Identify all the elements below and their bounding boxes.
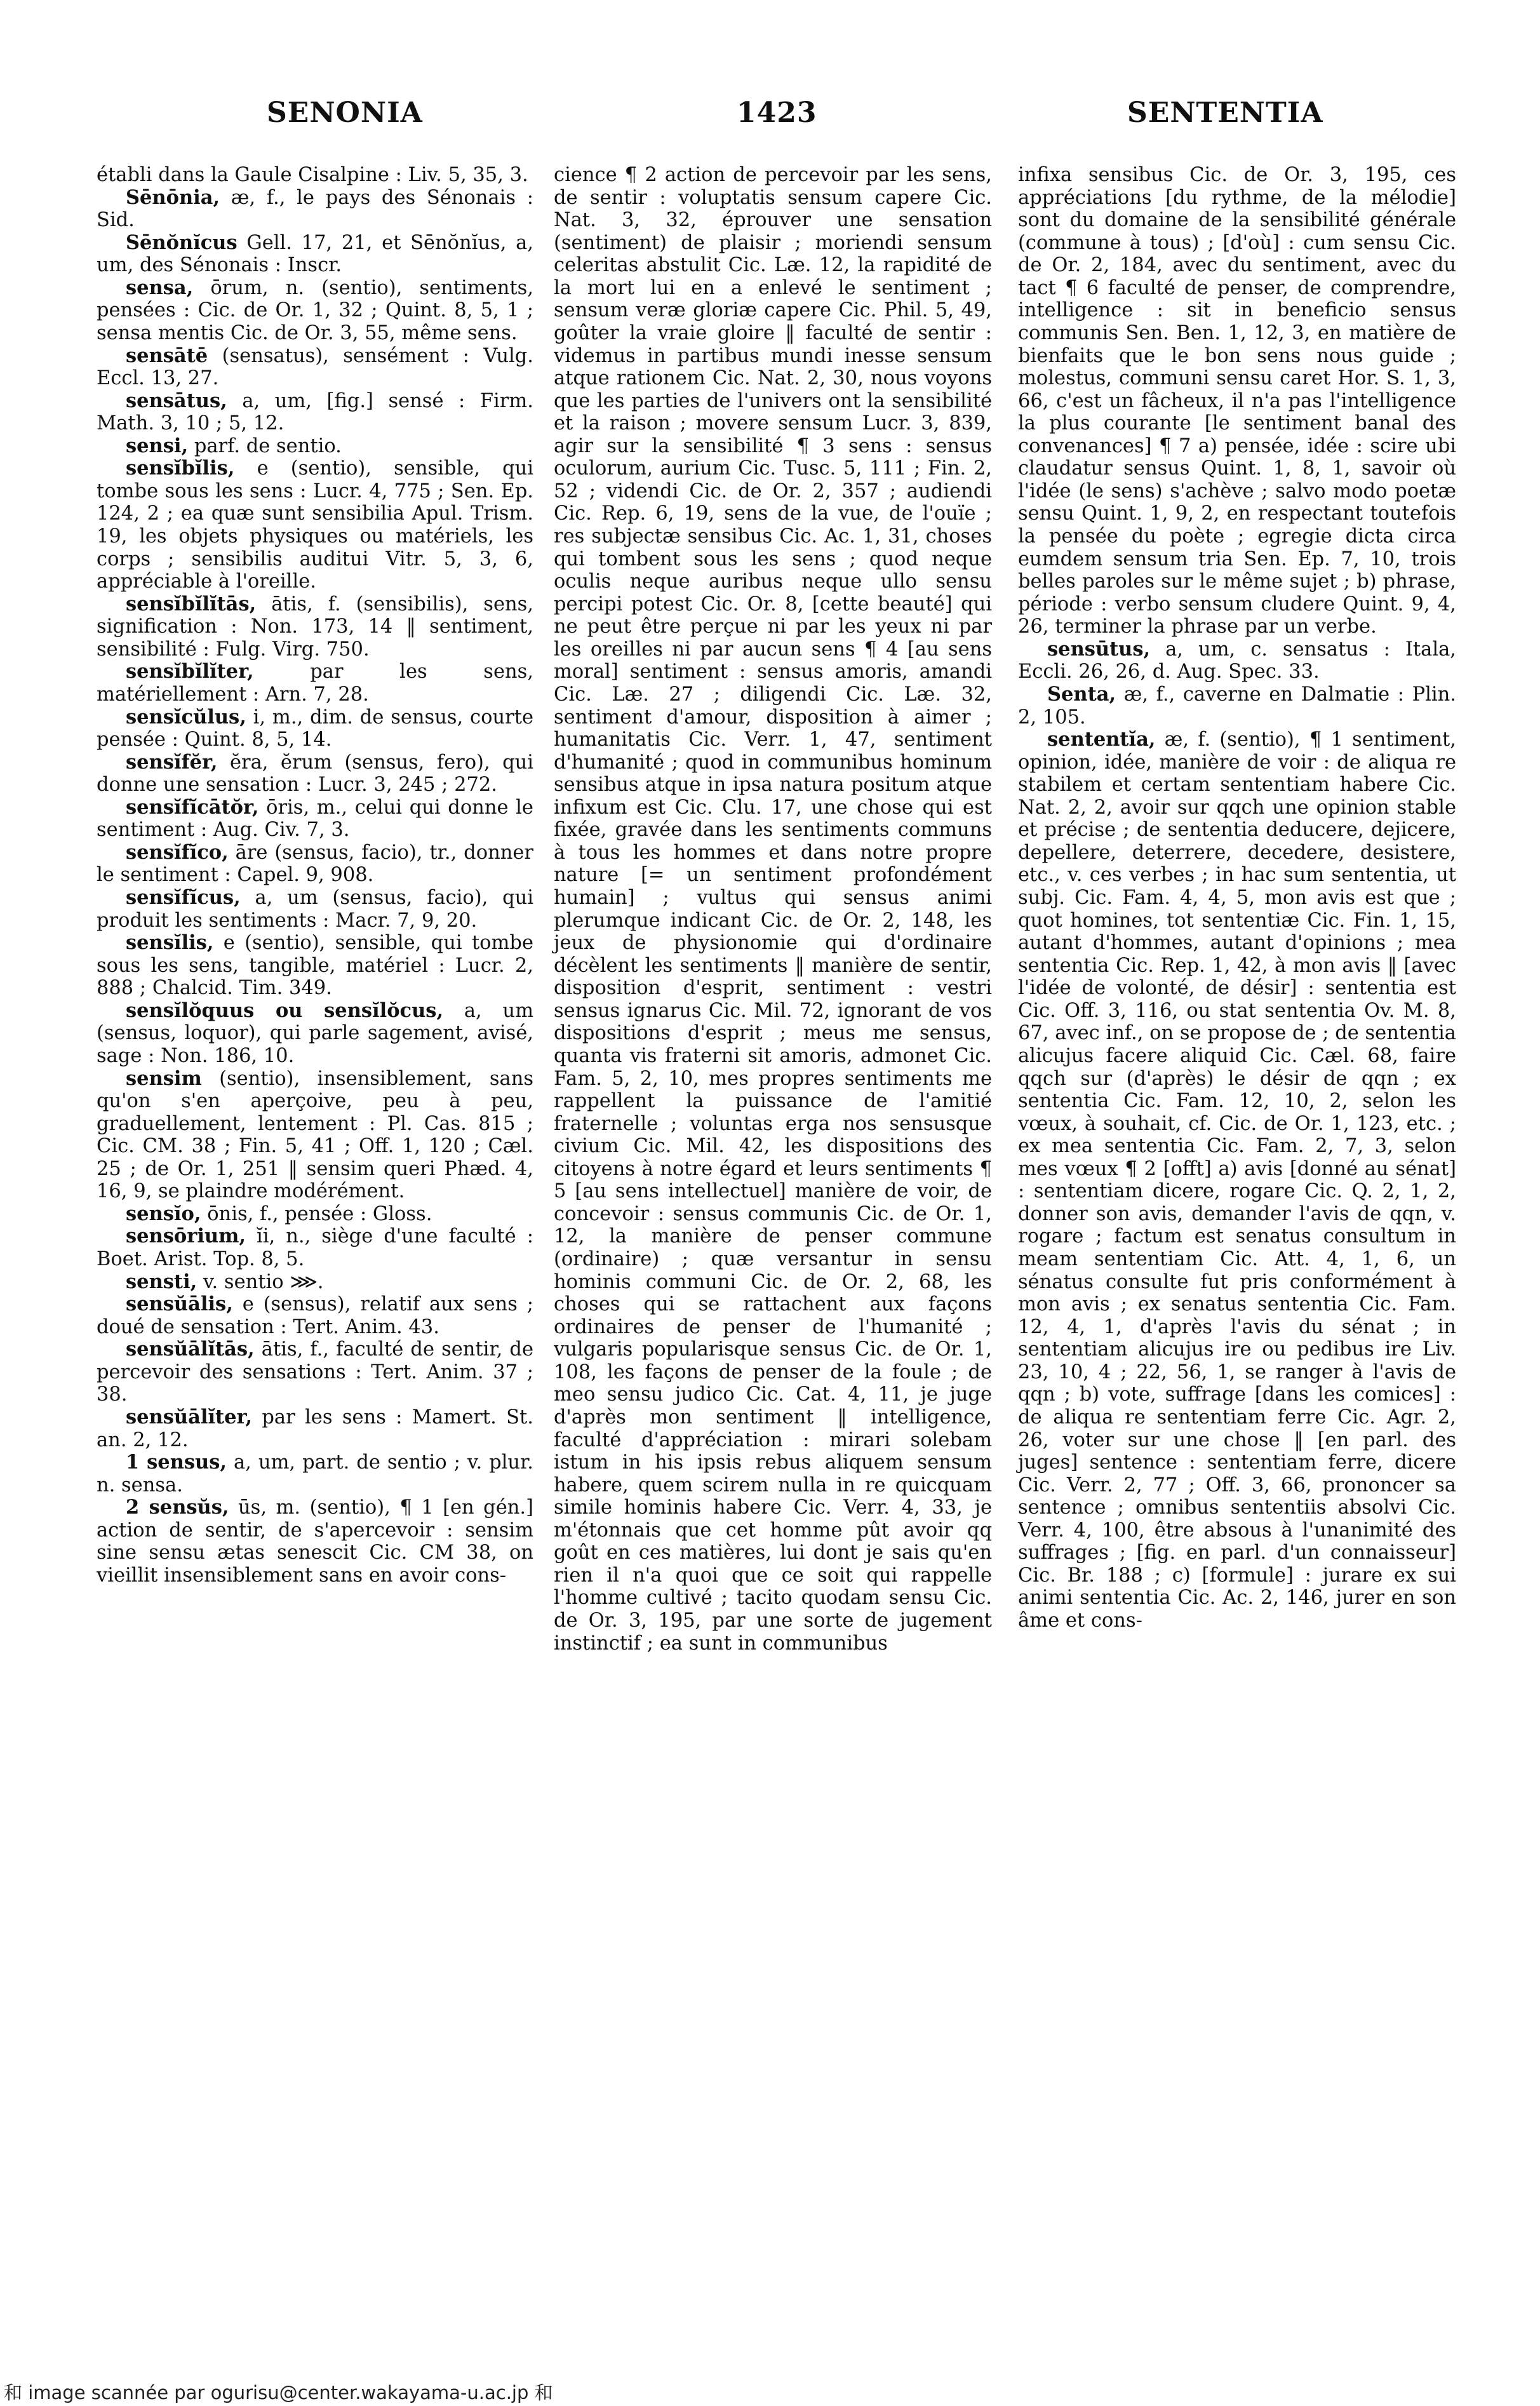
entry-text: cience ¶ 2 action de percevoir par les sens, de sentir : voluptatis sensum capere Cic. Nat. 3, 32, éprouver une sensation (sentiment) de plaisir ; moriendi sensum celeritas abstulit Cic. Læ. 12, la rapidité de la mort lui en a enlevé le sentiment ; sensum veræ gloriæ capere Cic. Phil. 5, 49, goûter la vraie gloire ‖ faculté de sentir : videmus in partibus mundi inesse sensum atque rationem Cic. Nat. 2, 30, nous voyons que les parties de l'univers ont la sensibilité et la raison ; movere sensum Lucr. 3, 839, agir sur la sensibilité ¶ 3 sens : sensus oculorum, aurium Cic. Tusc. 5, 111 ; Fin. 2, 52 ; videndi Cic. de Or. 2, 357 ; audiendi Cic. Rep. 6, 19, sens de la vue, de l'ouïe ; res subjectæ sensibus Cic. Ac. 1, 31, choses qui tombent sous les sens ; quod neque oculis neque auribus neque ullo sensu percipi potest Cic. Or. 8, [cette beauté] qui ne peut être perçue ni par les yeux ni par les oreilles ni par aucun sens ¶ 4 [au sens moral] sentiment : sensus amoris, amandi Cic. Læ. 27 ; diligendi Cic. Læ. 32, sentiment d'amour, disposition à aimer ; humanitatis Cic. Verr. 1, 47, sentiment d'humanité ; quod in communibus hominum sensibus atque in ipsa natura positum atque infixum est Cic. Clu. 17, une chose qui est fixée, gravée dans les sentiments communs à tous les hommes et dans notre propre nature [= un sentiment profondément humain] ; vultus qui sensus animi plerumque indicant Cic. de Or. 2, 148, les jeux de physionomie qui d'ordinaire décèlent les sentiments ‖ manière de sentir, disposition d'esprit, sentiment : vestri sensus ignarus Cic. Mil. 72, ignorant de vos dispositions d'esprit ; meus me sensus, quanta vis fraterni sit amoris, admonet Cic. Fam. 5, 2, 10, mes propres sentiments me rappellent la puissance de l'amitié fraternelle ; voluntas erga nos sensusque civium Cic. Mil. 42, les dispositions des citoyens à notre égard et leurs sentiments ¶ 5 [au sens intellectuel] manière de voir, de concevoir : sensus communis Cic. de Or. 1, 12, la manière de penser commune (ordinaire) ; quæ versantur in sensu hominis communi Cic. de Or. 2, 68, les choses qui se rattachent aux façons ordinaires de penser de l'humanité ; vulgaris popularisque sensus Cic. de Or. 1, 108, les façons de penser de la foule ; de meo sensu judico Cic. Cat. 4, 11, je juge d'après mon sentiment ‖ intelligence, faculté d'appréciation : mirari solebam istum in his ipsis rebus aliquem sensum habere, quem scirem nulla in re quicquam simile hominis habere Cic. Verr. 4, 33, je m'étonnais que cet homme pût avoir qq goût en ces matières, lui dont je sais qu'en rien il n'a quoi que ce soit qui rappelle l'homme cultivé ; tacito quodam sensu Cic. de Or. 3, 195, par une sorte de jugement instinctif ; ea sunt in communibus: [554, 164, 992, 1655]
headword: sensĭlŏquus ou sensĭlŏcus,: [126, 998, 444, 1022]
entry-text: e (sentio), sensible, qui tombe sous les sens : Lucr. 4, 775 ; Sen. Ep. 124, 2 ; ea quæ sunt sensibilia Apul. Trism. 19, les objets physiques ou matériels, les corps ; sensibilis auditui Vitr. 5, 3, 6, appréciable à l'oreille.: [97, 457, 534, 593]
dictionary-entry: [97, 187, 533, 232]
dictionary-entry: [97, 390, 533, 435]
headword: sensĭbĭlis,: [126, 457, 235, 480]
headword: Sēnōnia,: [126, 185, 220, 209]
dictionary-entry: [1018, 683, 1456, 729]
dictionary-entry: [97, 887, 533, 932]
headword: sensĭfĭcus,: [126, 886, 241, 909]
entry-continuation: [97, 164, 533, 187]
entry-text: par les sens, matériellement : Arn. 7, 28.: [97, 661, 533, 706]
running-head: [0, 97, 1540, 141]
column-1: [97, 164, 533, 1587]
entry-text: e (sensus), relatif aux sens ; doué de sensation : Tert. Anim. 43.: [97, 1293, 533, 1338]
entry-text: a, um, [fig.] sensé : Firm. Math. 3, 10 ; 5, 12.: [97, 389, 533, 435]
entry-text: établi dans la Gaule Cisalpine : Liv. 5, 35, 3.: [97, 164, 528, 186]
entry-text: Gell. 17, 21, et Sēnŏnĭus, a, um, des Sénonais : Inscr.: [97, 231, 533, 277]
headword: sensōrium,: [126, 1225, 246, 1248]
entry-text: a, um, c. sensatus : Itala, Eccli. 26, 26, d. Aug. Spec. 33.: [1018, 638, 1456, 683]
entry-text: v. sentio ⋙.: [203, 1270, 324, 1293]
headword: sensĭfĕr,: [126, 750, 218, 774]
headword: Sēnŏnĭcus: [126, 231, 238, 254]
entry-text: ĕra, ĕrum (sensus, fero), qui donne une sensation : Lucr. 3, 245 ; 272.: [97, 751, 533, 796]
dictionary-entry: [97, 345, 533, 390]
entry-text: ōris, m., celui qui donne le sentiment : Aug. Civ. 7, 3.: [97, 796, 533, 842]
dictionary-entry: [97, 842, 533, 887]
entry-text: æ, f., caverne en Dalmatie : Plin. 2, 105.: [1018, 683, 1456, 729]
entry-text: āre (sensus, facio), tr., donner le sentiment : Capel. 9, 908.: [97, 841, 533, 887]
headword: sensŭālĭter,: [126, 1405, 252, 1428]
dictionary-entry: [97, 661, 533, 706]
dictionary-entry: [97, 751, 533, 796]
entry-text: (sensatus), sensément : Vulg. Eccl. 13, 27.: [97, 344, 533, 390]
entry-text: ōrum, n. (sentio), sentiments, pensées : Cic. de Or. 1, 32 ; Quint. 8, 5, 1 ; sensa mentis Cic. de Or. 3, 55, même sens.: [97, 276, 533, 344]
headword: 1 sensus,: [126, 1451, 227, 1474]
dictionary-entry: [97, 1451, 533, 1496]
dictionary-entry: [97, 457, 533, 593]
dictionary-entry: [1018, 638, 1456, 683]
page-number: 1423: [737, 97, 817, 129]
entry-text: i, m., dim. de sensus, courte pensée : Quint. 8, 5, 14.: [97, 706, 534, 751]
entry-text: ātis, f. (sensibilis), sens, signification : Non. 173, 14 ‖ sentiment, sensibilité : Fulg. Virg. 750.: [97, 593, 533, 661]
dictionary-entry: [97, 435, 533, 458]
headword: Senta,: [1047, 682, 1116, 706]
headword: sensim: [126, 1066, 202, 1090]
dictionary-entry: [97, 1203, 533, 1226]
headword: sensĭfĭcātŏr,: [126, 795, 259, 819]
headword: sensŭālĭtās,: [126, 1338, 255, 1361]
headword: 2 sensŭs,: [126, 1496, 229, 1519]
entry-text: æ, f. (sentio), ¶ 1 sentiment, opinion, idée, manière de voir : de aliqua re stabilem et certam sententiam habere Cic. Nat. 2, 2, avoir sur qqch une opinion stable et précise ; de sententia deducere, dejicere, depellere, deterrere, decedere, desistere, etc., v. ces verbes ; in hac sum sententia, ut subj. Cic. Fam. 4, 4, 5, mon avis est que ; quot homines, tot sententiæ Cic. Fin. 1, 15, autant d'hommes, autant d'opinions ; mea sententia Cic. Rep. 1, 42, à mon avis ‖ [avec l'idée de volonté, de désir] : sententia est Cic. Off. 3, 116, ou stat sententia Ov. M. 8, 67, avec inf., on se propose de ; de sententia alicujus facere aliquid Cic. Cæl. 68, faire qqch sur (d'après) le désir de qqn ; ex sententia Cic. Fam. 12, 10, 2, selon les vœux, à souhait, cf. Cic. de Or. 1, 123, etc. ; ex mea sententia Cic. Fam. 2, 7, 3, selon mes vœux ¶ 2 [offt] a) avis [donné au sénat] : sententiam dicere, rogare Cic. Q. 2, 1, 2, donner son avis, demander l'avis de qqn, v. rogare ; factum est senatus consultum in meam sententiam Cic. Att. 4, 1, 6, un sénatus consulte fut pris conformément à mon avis ; ex senatus sententia Cic. Fam. 12, 4, 1, d'après l'avis du sénat ; in sententiam alicujus ire ou pedibus ire Liv. 23, 10, 4 ; 22, 56, 1, se ranger à l'avis de qqn ; b) vote, suffrage [dans les comices] : de aliqua re sententiam ferre Cic. Agr. 2, 26, voter sur une chose ‖ [en parl. des juges] sentence : sententiam ferre, dicere Cic. Verr. 2, 77 ; Off. 3, 66, prononcer sa sentence ; omnibus sententiis absolvi Cic. Verr. 4, 100, être absous à l'unanimité des suffrages ; [fig. en parl. d'un connaisseur] Cic. Br. 188 ; c) [formule] : jurare ex sui animi sententia Cic. Ac. 2, 146, jurer en son âme et cons-: [1018, 729, 1456, 1632]
entry-text: ātis, f., faculté de sentir, de percevoir des sensations : Tert. Anim. 37 ; 38.: [97, 1338, 534, 1406]
entry-text: ĭi, n., siège d'une faculté : Boet. Arist. Top. 8, 5.: [97, 1225, 533, 1270]
dictionary-entry: [97, 277, 533, 345]
entry-text: e (sentio), sensible, qui tombe sous les sens, tangible, matériel : Lucr. 2, 888 ; Chalcid. Tim. 349.: [97, 932, 533, 1000]
right-guide-word: SENTENTIA: [1127, 97, 1323, 129]
headword: sensĭbĭlĭter,: [126, 660, 254, 683]
headword: sensŭālis,: [126, 1293, 233, 1316]
headword: sensĭbĭlĭtās,: [126, 592, 257, 615]
entry-text: a, um, part. de sentio ; v. plur. n. sensa.: [97, 1451, 533, 1496]
entry-text: par les sens : Mamert. St. an. 2, 12.: [97, 1406, 533, 1451]
dictionary-entry: [97, 1068, 533, 1203]
dictionary-entry: [97, 706, 533, 751]
headword: sensa,: [126, 276, 194, 299]
entry-text: infixa sensibus Cic. de Or. 3, 195, ces appréciations [du rythme, de la mélodie] sont du domaine de la sensibilité générale (commune à tous) ; [d'où] : cum sensu Cic. de Or. 2, 184, avec du sentiment, avec du tact ¶ 6 faculté de penser, de comprendre, intelligence : sit in beneficio sensus communis Sen. Ben. 1, 12, 3, en matière de bienfaits que le bon sens nous guide ; molestus, communi sensu caret Hor. S. 1, 3, 66, c'est un fâcheux, il n'a pas l'intelligence la plus courante [le sentiment banal des convenances] ¶ 7 a) pensée, idée : scire ubi claudatur sensus Quint. 1, 8, 1, savoir où l'idée (le sens) s'achève ; salvo modo poetæ sensu Quint. 1, 9, 2, en respectant toutefois la pensée du poète ; egregie dicta circa eumdem sensum tria Sen. Ep. 7, 10, trois belles paroles sur le même sujet ; b) phrase, période : verbo sensum cludere Quint. 9, 4, 26, terminer la phrase par un verbe.: [1018, 164, 1456, 638]
entry-continuation: [1018, 164, 1456, 638]
headword: sensātē: [126, 344, 208, 367]
left-guide-word: SENONIA: [267, 97, 423, 129]
entry-continuation: [554, 164, 992, 1655]
headword: sensi,: [126, 434, 189, 457]
dictionary-entry: [97, 1496, 533, 1587]
entry-text: (sentio), insensiblement, sans qu'on s'en aperçoive, peu à peu, graduellement, lentement : Pl. Cas. 815 ; Cic. CM. 38 ; Fin. 5, 41 ; Off. 1, 120 ; Cæl. 25 ; de Or. 1, 251 ‖ sensim queri Phæd. 4, 16, 9, se plaindre modérément.: [97, 1067, 533, 1203]
dictionary-entry: [97, 1271, 533, 1294]
entry-text: ūs, m. (sentio), ¶ 1 [en gén.] action de sentir, de s'apercevoir : sensim sine sensu ætas senescit Cic. CM 38, on vieillit insensiblement sans en avoir cons-: [97, 1496, 533, 1587]
dictionary-entry: [97, 932, 533, 1000]
entry-text: æ, f., le pays des Sénonais : Sid.: [97, 186, 533, 232]
dictionary-entry: [97, 1000, 533, 1068]
entry-text: a, um (sensus, facio), qui produit les sentiments : Macr. 7, 9, 20.: [97, 887, 533, 932]
dictionary-entry: [97, 796, 533, 842]
headword: sensūtus,: [1047, 637, 1151, 661]
headword: sensĭo,: [126, 1202, 201, 1225]
entry-text: ōnis, f., pensée : Gloss.: [207, 1202, 432, 1225]
headword: sensātus,: [126, 389, 227, 412]
dictionary-entry: [97, 1338, 533, 1406]
scan-credit-text: 和 image scannée par ogurisu@center.wakayama-u.ac.jp 和: [4, 2382, 553, 2403]
dictionary-entry: [97, 1293, 533, 1338]
headword: sententĭa,: [1047, 728, 1156, 751]
entry-text: parf. de sentio.: [194, 434, 342, 457]
headword: sensĭcŭlus,: [126, 705, 246, 729]
dictionary-entry: [97, 1225, 533, 1270]
dictionary-entry: [97, 1406, 533, 1451]
dictionary-entry: [1018, 729, 1456, 1632]
dictionary-entry: [97, 232, 533, 277]
column-2: [554, 164, 992, 1655]
dictionary-entry: [97, 593, 533, 661]
headword: sensĭfĭco,: [126, 840, 229, 864]
entry-text: a, um (sensus, loquor), qui parle sagement, avisé, sage : Non. 186, 10.: [97, 999, 534, 1067]
headword: sensti,: [126, 1270, 198, 1293]
headword: sensĭlis,: [126, 931, 214, 955]
column-3: [1018, 164, 1456, 1632]
